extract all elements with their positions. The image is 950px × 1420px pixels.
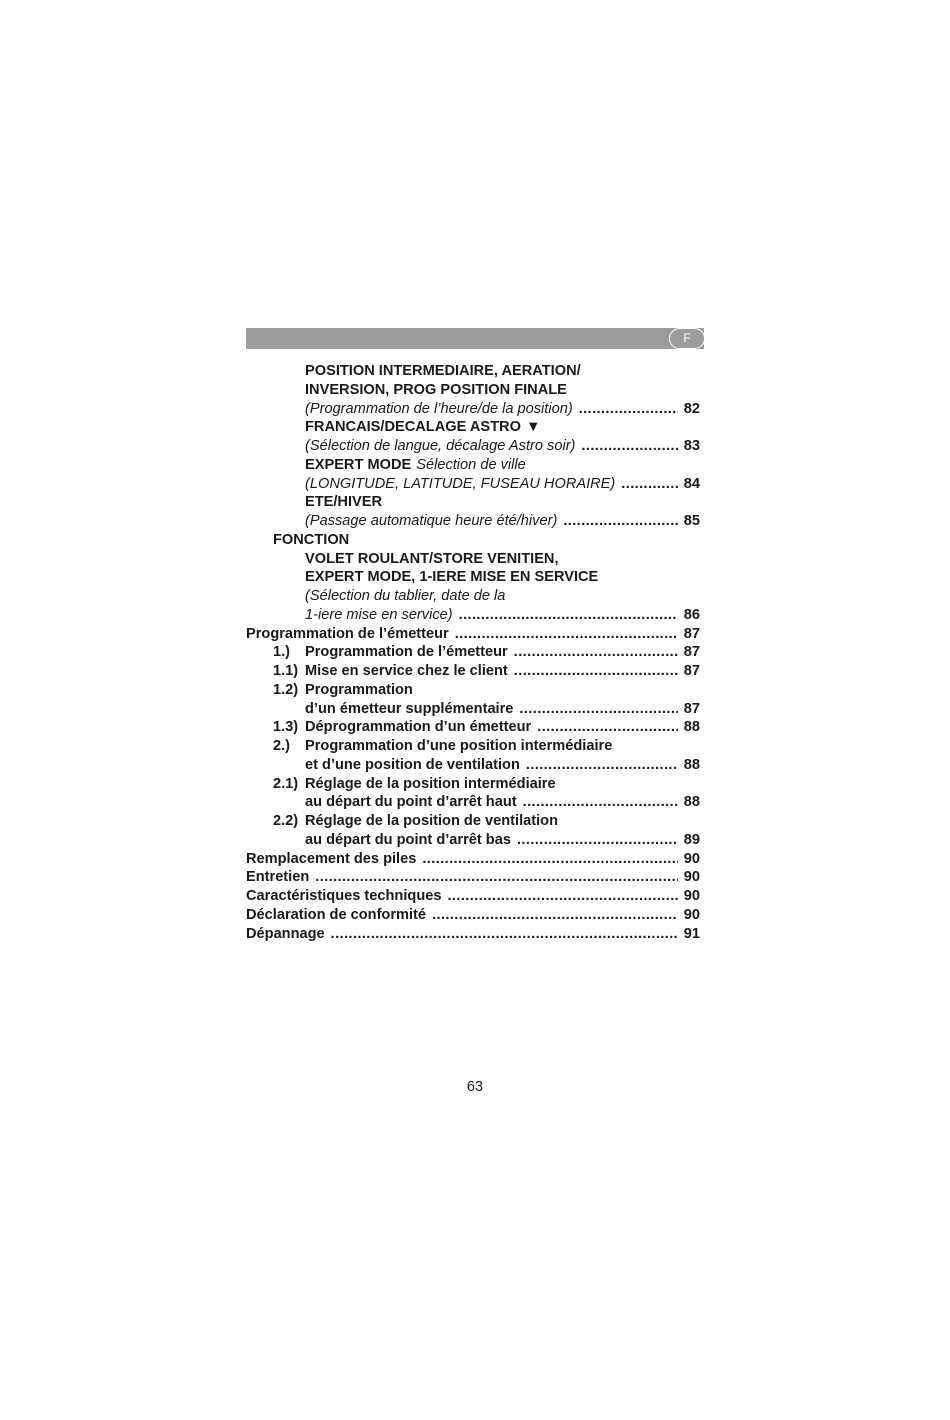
toc-section-number: 1.2): [273, 681, 299, 698]
dot-leader: [315, 868, 678, 887]
toc-page-number: 90: [683, 906, 700, 923]
toc-page-number: 90: [683, 869, 700, 886]
toc-page-number: 89: [683, 831, 700, 848]
toc-entry-text: Dépannage: [246, 925, 325, 942]
toc-page-number: 87: [683, 663, 700, 679]
toc-row: [246, 550, 700, 569]
toc-entry-text: au départ du point d’arrêt haut: [305, 794, 517, 811]
toc-entry-text: au départ du point d’arrêt bas: [305, 831, 511, 848]
dot-leader: [537, 718, 678, 737]
dot-leader: [432, 906, 678, 925]
toc-heading: POSITION INTERMEDIAIRE, AERATION/: [305, 363, 581, 379]
toc-section-number: 1.1): [273, 663, 299, 679]
dot-leader: [581, 437, 677, 456]
toc-row: [246, 418, 700, 437]
dot-leader: [447, 887, 677, 906]
dot-leader: [519, 700, 677, 719]
toc-entry-text: (Sélection du tablier, date de la: [305, 588, 506, 604]
toc-entry-text: Mise en service chez le client: [305, 663, 508, 679]
toc-entry[interactable]: [246, 756, 700, 775]
toc-page-number: 84: [683, 475, 700, 492]
dot-leader: [514, 662, 678, 681]
toc-row: [246, 381, 700, 400]
dot-leader: [331, 925, 678, 944]
toc-entry[interactable]: [246, 475, 700, 494]
dot-leader: [526, 756, 678, 775]
toc-entry[interactable]: [246, 643, 700, 662]
toc-entry[interactable]: [246, 662, 700, 681]
toc-entry[interactable]: [246, 887, 700, 906]
toc-entry[interactable]: [246, 437, 700, 456]
toc-page-number: 88: [683, 756, 700, 773]
toc-entry-text: Déclaration de conformité: [246, 906, 427, 923]
toc-page-number: 87: [683, 700, 700, 717]
toc-row: [246, 568, 700, 587]
toc-page-number: 90: [683, 850, 700, 867]
toc-entry[interactable]: [246, 400, 700, 419]
toc-entry-text: 1-iere mise en service): [305, 606, 453, 623]
dot-leader: [514, 643, 678, 662]
toc-entry-text: Caractéristiques techniques: [246, 888, 442, 904]
language-badge: F: [669, 328, 705, 349]
toc-section-number: 1.): [273, 644, 291, 661]
toc-entry-text: Remplacement des piles: [246, 850, 417, 867]
toc-heading: VOLET ROULANT/STORE VENITIEN,: [305, 550, 559, 567]
toc-entry-text: Programmation: [305, 681, 413, 698]
toc-row: [246, 456, 700, 475]
toc-heading: ETE/HIVER: [305, 494, 383, 511]
toc-row: [246, 775, 700, 794]
toc-heading: INVERSION, PROG POSITION FINALE: [305, 381, 567, 398]
toc-entry[interactable]: [246, 700, 700, 719]
toc-entry-text: et d’une position de ventilation: [305, 756, 520, 773]
toc-page-number: 83: [683, 438, 700, 454]
toc-section-number: 2.1): [273, 775, 299, 792]
toc-entry[interactable]: [246, 868, 700, 887]
toc-entry-text: d’un émetteur supplémentaire: [305, 700, 514, 717]
toc-entry-text: Programmation de l’émetteur: [246, 625, 449, 642]
dot-leader: [621, 475, 677, 494]
header-bar: [246, 328, 704, 349]
toc-entry-text: (LONGITUDE, LATITUDE, FUSEAU HORAIRE): [305, 475, 616, 492]
toc-entry-text: Réglage de la position intermédiaire: [305, 775, 556, 792]
toc-entry[interactable]: [246, 606, 700, 625]
toc-row: [246, 812, 700, 831]
toc-heading: FONCTION: [273, 531, 350, 548]
toc-page-number: 82: [683, 400, 700, 417]
toc-heading: EXPERT MODE, 1-IERE MISE EN SERVICE: [305, 569, 599, 586]
toc-row: [246, 531, 700, 550]
toc-heading: FRANCAIS/DECALAGE ASTRO: [305, 419, 521, 436]
toc-entry[interactable]: [246, 625, 700, 644]
toc-page-number: 87: [683, 644, 700, 661]
dot-leader: [422, 850, 677, 869]
toc-page-number: 85: [683, 513, 700, 529]
toc-entry-text: Réglage de la position de ventilation: [305, 813, 558, 829]
toc-page-number: 88: [683, 794, 700, 811]
toc-entry[interactable]: [246, 906, 700, 925]
toc-page-number: 91: [683, 925, 700, 942]
toc-entry-text: (Passage automatique heure été/hiver): [305, 513, 558, 529]
toc-entry[interactable]: [246, 512, 700, 531]
toc-entry-text: (Programmation de l’heure/de la position): [305, 400, 573, 417]
toc-heading: EXPERT MODE: [305, 456, 412, 473]
dot-leader: [523, 793, 678, 812]
toc-row: [246, 681, 700, 700]
page-number: 63: [466, 1079, 484, 1095]
toc-section-number: 2.): [273, 738, 291, 754]
toc-page-number: 87: [683, 625, 700, 642]
dot-leader: [455, 625, 678, 644]
toc-section-number: 1.3): [273, 719, 299, 736]
toc-row: [246, 737, 700, 756]
toc-entry[interactable]: [246, 925, 700, 944]
toc-entry[interactable]: [246, 718, 700, 737]
toc-entry-text: Programmation d’une position intermédiaire: [305, 738, 613, 754]
toc-row: [246, 362, 700, 381]
toc-row: [246, 493, 700, 512]
dot-leader: [579, 400, 678, 419]
toc-entry[interactable]: [246, 850, 700, 869]
dot-leader: [563, 512, 677, 531]
toc-page-number: 90: [683, 888, 700, 904]
triangle-down-icon: ▼: [525, 419, 541, 436]
dot-leader: [459, 606, 678, 625]
table-of-contents: [246, 362, 700, 943]
toc-entry-text: Programmation de l’émetteur: [305, 644, 508, 661]
toc-page-number: 88: [683, 719, 700, 736]
toc-entry-text: Déprogrammation d’un émetteur: [305, 719, 532, 736]
toc-entry-text: (Sélection de langue, décalage Astro soir): [305, 438, 576, 454]
toc-subheading: Sélection de ville: [416, 456, 526, 473]
dot-leader: [517, 831, 678, 850]
toc-section-number: 2.2): [273, 813, 299, 829]
toc-page-number: 86: [683, 606, 700, 623]
toc-entry[interactable]: [246, 831, 700, 850]
toc-entry[interactable]: [246, 793, 700, 812]
toc-row: [246, 587, 700, 606]
toc-entry-text: Entretien: [246, 869, 310, 886]
